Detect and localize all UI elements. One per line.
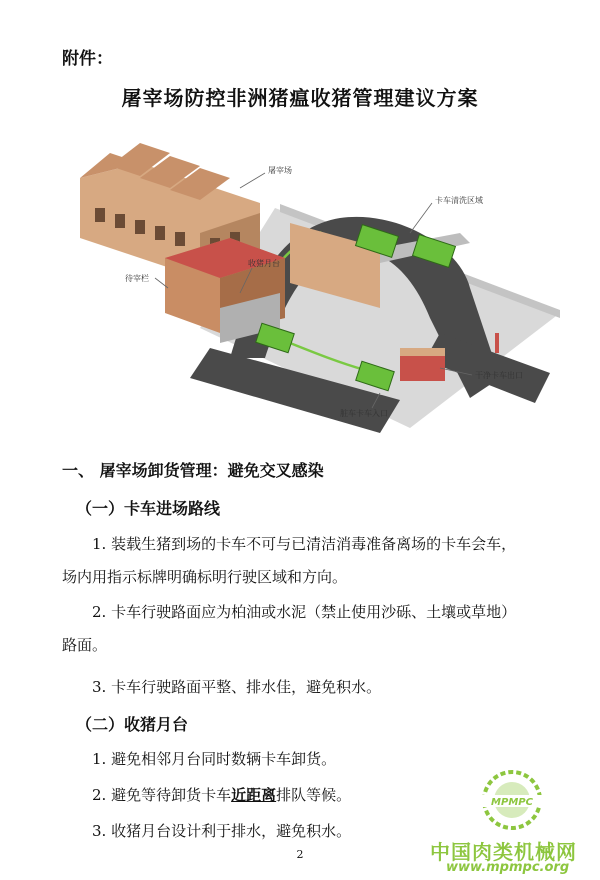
platform-item-1: 1. 避免相邻月台同时数辆卡车卸货。	[92, 750, 337, 768]
slaughterhouse-layout-diagram	[80, 138, 560, 438]
platform-item-2-post: 排队等候。	[276, 786, 352, 804]
document-title: 屠宰场防控非洲猪瘟收猪管理建议方案	[121, 86, 479, 110]
label-clean-truck-exit: 干净卡车出口	[475, 371, 523, 380]
label-truck-wash-area: 卡车清洗区域	[435, 196, 483, 205]
subsection-heading-platform: （二）收猪月台	[76, 715, 189, 734]
platform-item-2-pre: 2. 避免等待卸货卡车	[92, 786, 232, 804]
subsection-heading-truck-route: （一）卡车进场路线	[76, 499, 221, 518]
item-1-line-2: 场内用指示标牌明确标明行驶区域和方向。	[62, 568, 348, 586]
label-slaughterhouse: 屠宰场	[268, 166, 292, 175]
platform-item-3: 3. 收猪月台设计利于排水，避免积水。	[92, 822, 352, 840]
watermark-site-name: 中国肉类机械网	[430, 840, 577, 864]
paragraph-item-2	[62, 596, 562, 662]
item-2-line-2: 路面。	[62, 636, 108, 654]
watermark-logo	[470, 768, 554, 832]
label-unloading-platform: 收猪月台	[248, 259, 280, 268]
paragraph-item-1	[62, 528, 562, 594]
label-holding-pen: 待宰栏	[125, 274, 149, 283]
attachment-label: 附件：	[62, 49, 113, 69]
platform-item-2	[92, 784, 351, 805]
section-heading: 一、 屠宰场卸货管理：避免交叉感染	[62, 461, 324, 480]
label-dirty-truck-entry: 脏车卡车入口	[340, 409, 388, 418]
page-number: 2	[296, 848, 304, 861]
svg-text:MPMPC: MPMPC	[491, 797, 533, 808]
item-2-line-1: 2. 卡车行驶路面应为柏油或水泥（禁止使用沙砾、土壤或草地）	[92, 603, 517, 621]
exit-booth	[400, 353, 445, 381]
item-1-line-1: 1. 装载生猪到场的卡车不可与已清洁消毒准备离场的卡车会车，	[92, 535, 517, 553]
item-3: 3. 卡车行驶路面平整、排水佳，避免积水。	[92, 678, 382, 696]
platform-item-2-emphasis: 近距离	[231, 786, 277, 804]
watermark-url: www.mpmpc.org	[446, 860, 570, 875]
